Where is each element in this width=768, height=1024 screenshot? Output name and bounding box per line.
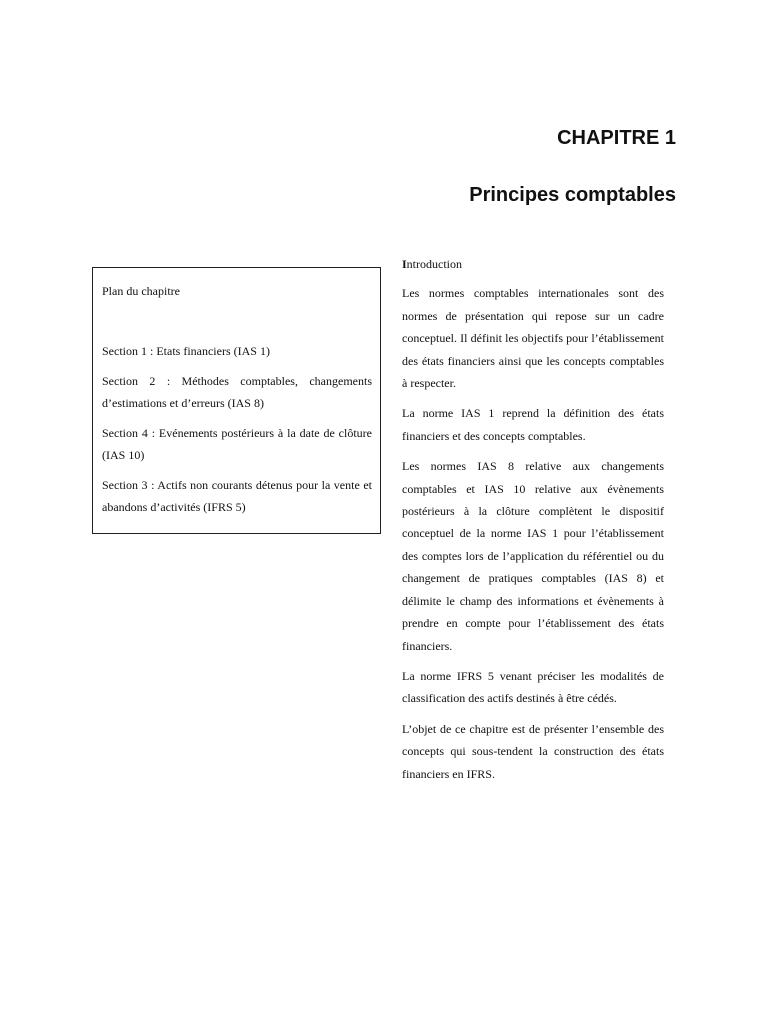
chapter-plan-box (92, 267, 381, 534)
introduction-heading-initial: I (402, 257, 407, 271)
plan-item-section-1: Section 1 : Etats financiers (IAS 1) (102, 344, 270, 358)
plan-item-section-4: Section 4 : Evénements postérieurs à la date de clôture (IAS 10) (102, 426, 372, 462)
plan-title: Plan du chapitre (102, 284, 180, 298)
introduction-column (402, 253, 664, 793)
intro-paragraph-4: La norme IFRS 5 venant préciser les modalités de classification des actifs destinés à être cédés. (402, 668, 664, 706)
plan-item-section-2: Section 2 : Méthodes comptables, changements d’estimations et d’erreurs (IAS 8) (102, 374, 372, 410)
plan-item-section-3: Section 3 : Actifs non courants détenus pour la vente et abandons d’activités (IFRS 5) (102, 478, 372, 514)
intro-paragraph-5: L’objet de ce chapitre est de présenter l’ensemble des concepts qui sous-tendent la construction des états financiers en IFRS. (402, 721, 664, 781)
chapter-title-heading: Principes comptables (469, 184, 676, 206)
introduction-heading (402, 253, 664, 275)
intro-paragraph-2: La norme IAS 1 reprend la définition des états financiers et des concepts comptables. (402, 406, 664, 443)
intro-paragraph-3: Les normes IAS 8 relative aux changements comptables et IAS 10 relative aux évènements postérieurs à la clôture complètent le dispositif conceptuel de la norme IAS 1 pour l’établissement des comptes lors de l’application du référentiel ou du changement de pratiques comptables (IAS 8) et délimite le champ des informations et évènements à prendre en compte pour l’établissement des états financiers. (402, 459, 664, 653)
chapter-number-heading: CHAPITRE 1 (557, 127, 676, 149)
introduction-heading-rest: ntroduction (406, 257, 462, 271)
intro-paragraph-1: Les normes comptables internationales sont des normes de présentation qui repose sur un cadre conceptuel. Il définit les objectifs pour l’établissement des états financiers ainsi que les concepts comptables à respecter. (402, 286, 664, 391)
